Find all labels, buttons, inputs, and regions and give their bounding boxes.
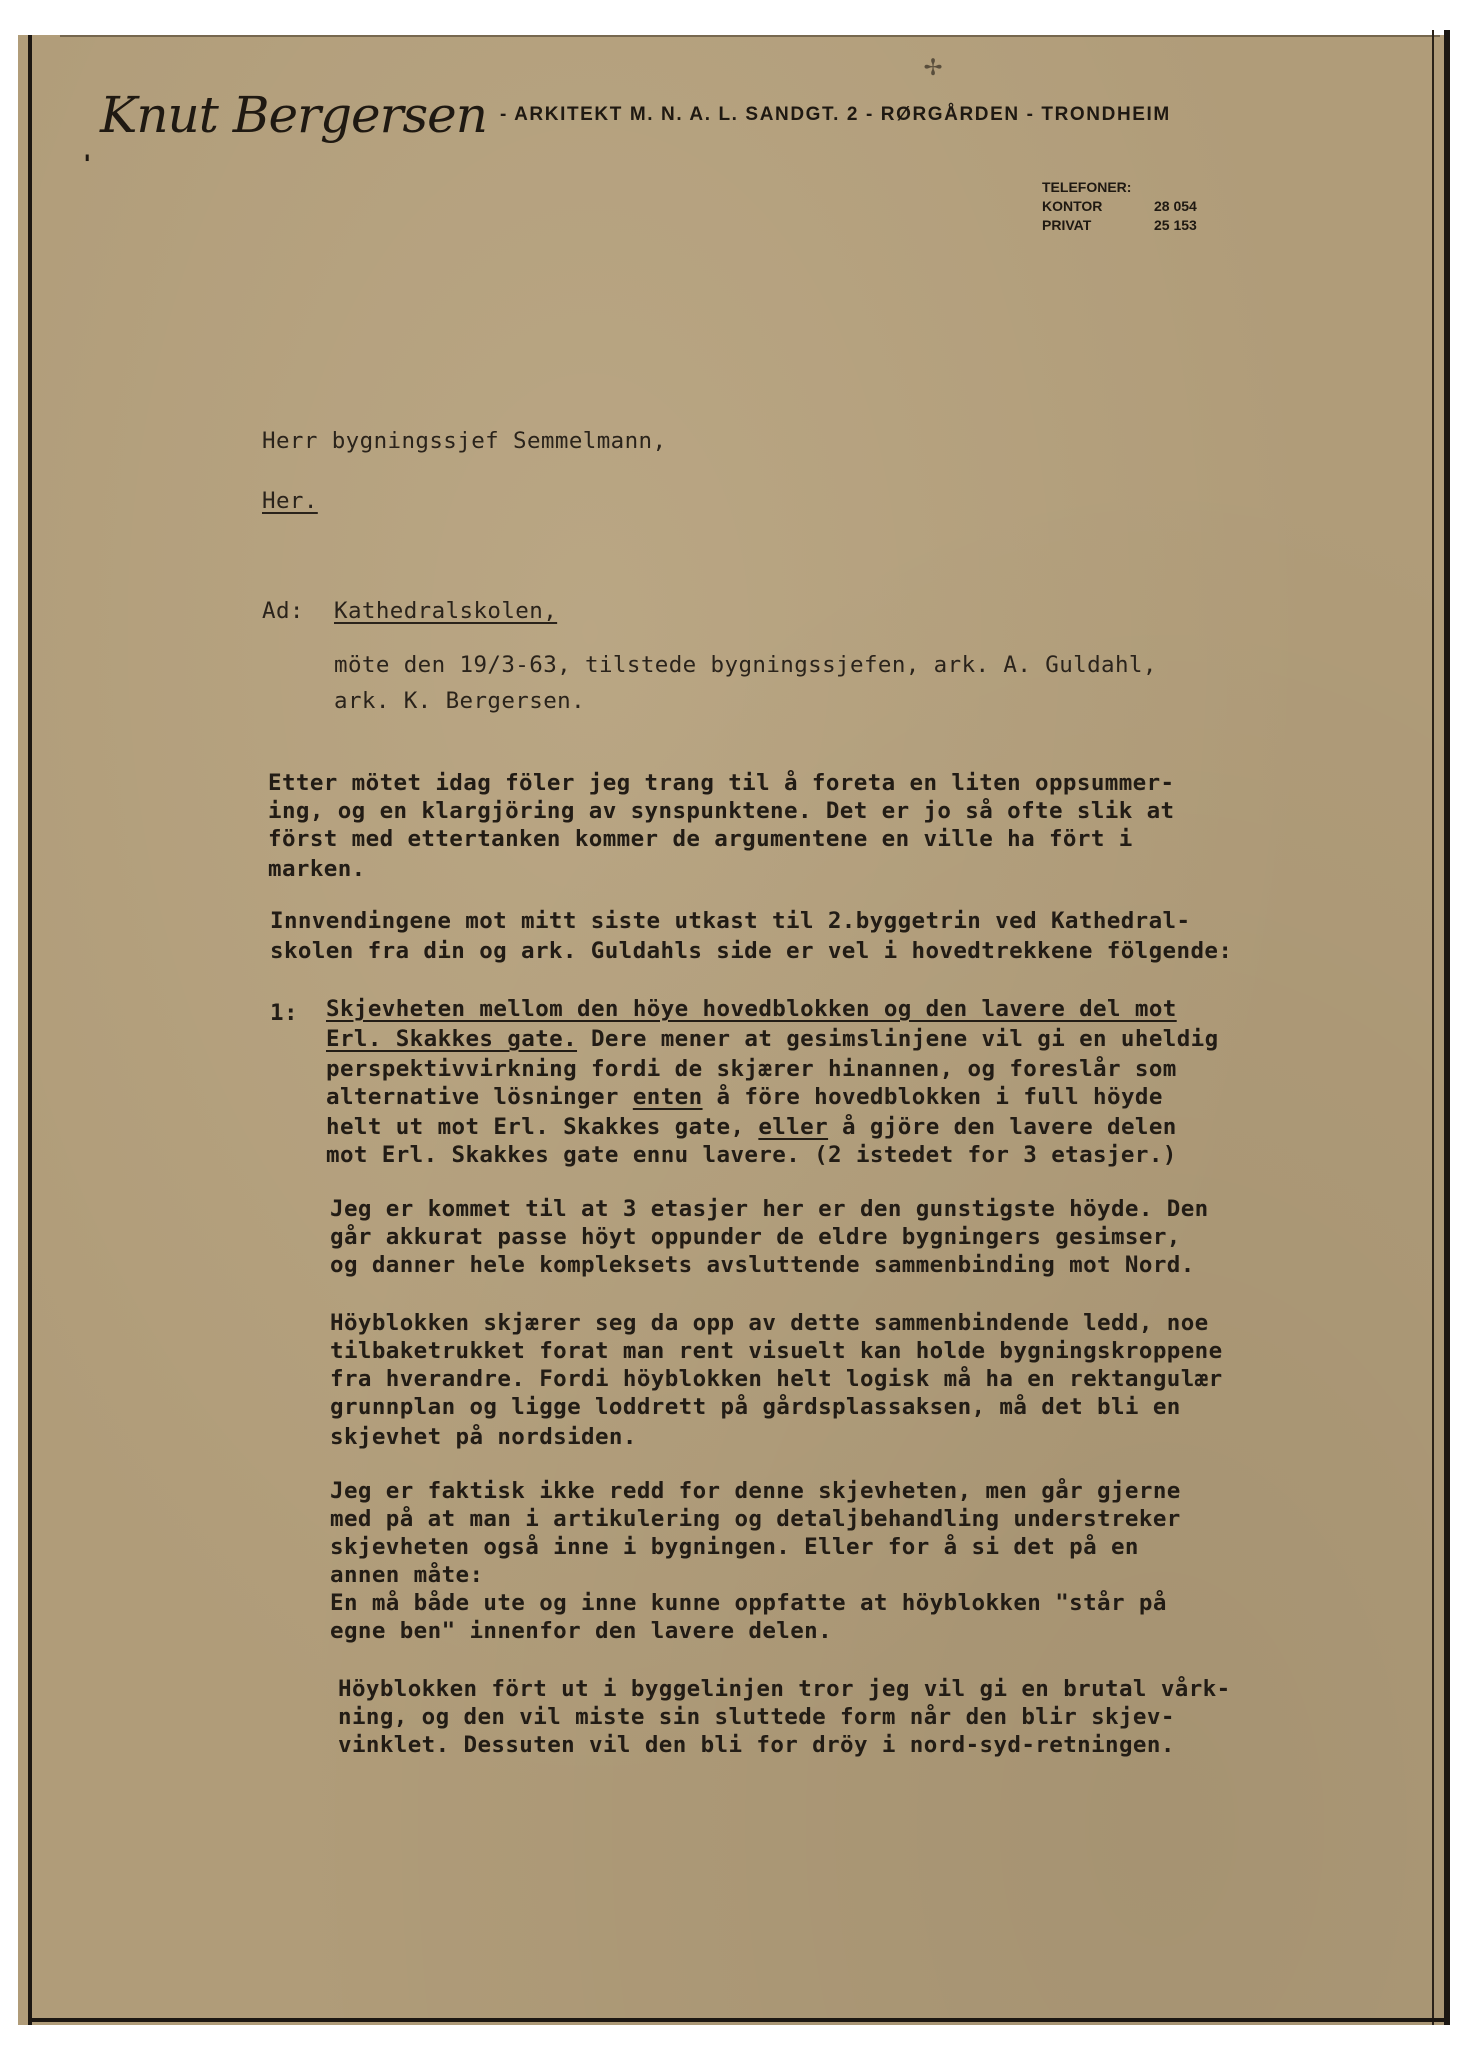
body-line: skjevheten også inne i bygningen. Eller for å si det på en [330,1534,1139,1560]
telephone-block [1042,178,1197,235]
item-line: mot Erl. Skakkes gate ennu lavere. (2 istedet for 3 etasjer.) [326,1142,1177,1168]
item-line [326,1026,1219,1052]
emphasis-enten: enten [632,1084,703,1110]
body-line: egne ben" innenfor den lavere delen. [330,1618,833,1644]
body-line: Jeg er faktisk ikke redd for denne skjevheten, men går gjerne [330,1478,1181,1504]
body-line: Innvendingene mot mitt siste utkast til 2.byggetrin ved Kathedral- [270,908,1191,934]
office-number: 28 054 [1154,198,1197,214]
subject-detail-line: möte den 19/3-63, tilstede bygningssjefen, ark. A. Guldahl, [334,652,1157,678]
body-line: skolen fra din og ark. Guldahls side er vel i hovedtrekkene fölgende: [270,938,1233,964]
item-line [326,1084,1163,1110]
page-edge-right-inner [1432,30,1434,2025]
office-phone-row [1042,197,1197,216]
subject-detail-line: ark. K. Bergersen. [334,688,586,714]
body-line: ing, og en klargjöring av synspunktene. Det er jo så ofte slik at [268,798,1175,824]
telephones-label: TELEFONER: [1042,179,1132,195]
recipient-line: Herr bygningssjef Semmelmann, [262,428,667,454]
body-line: Jeg er kommet til at 3 etasjer her er den gunstigste höyde. Den [330,1196,1209,1222]
margin-mark: ' [80,150,95,178]
body-line: grunnplan og ligge loddrett på gårdsplassaksen, må det bli en [330,1394,1181,1420]
body-line: Höyblokken fört ut i byggelinjen tror jeg vil gi en brutal vårk- [338,1676,1231,1702]
item-number: 1: [270,1000,298,1026]
item-line-text: å före hovedblokken i full höyde [702,1084,1163,1110]
office-label: KONTOR [1042,198,1103,214]
letterhead-signature: Knut Bergersen [100,86,487,144]
body-line: med på at man i artikulering og detaljbehandling understreker [330,1506,1181,1532]
body-line: En må både ute og inne kunne oppfatte at höyblokken "står på [330,1590,1167,1616]
body-line: ning, og den vil miste sin sluttede form når den blir skjev- [338,1704,1175,1730]
recipient-location: Her. [262,488,318,514]
page-edge-left [28,35,32,2025]
private-number: 25 153 [1154,217,1197,233]
item-line-text: helt ut mot Erl. Skakkes gate, [326,1114,759,1140]
page-edge-bottom [28,2018,1450,2022]
body-line: og danner hele kompleksets avsluttende sammenbinding mot Nord. [330,1252,1195,1278]
subject-label: Ad: [262,598,304,624]
ink-blot: ✢ [924,48,943,83]
body-line: vinklet. Dessuten vil den bli for dröy i nord-syd-retningen. [338,1732,1175,1758]
subject-title: Kathedralskolen, [334,598,558,624]
emphasis-eller: eller [758,1114,829,1140]
private-phone-row [1042,216,1197,235]
letterhead-address: - ARKITEKT M. N. A. L. SANDGT. 2 - RØRGÅRDEN - TRONDHEIM [500,104,1171,125]
body-line: fra hverandre. Fordi höyblokken helt logisk må ha en rektangulær [330,1366,1223,1392]
body-line: marken. [268,856,366,882]
body-line: går akkurat passe höyt oppunder de eldre bygningers gesimser, [330,1224,1181,1250]
item-line-text: å gjöre den lavere delen [828,1114,1177,1140]
item-line-text: Dere mener at gesimslinjene vil gi en uheldig [577,1026,1219,1052]
body-line: först med ettertanken kommer de argumentene en ville ha fört i [268,826,1133,852]
body-line: annen måte: [330,1562,484,1588]
body-line: tilbaketrukket forat man rent visuelt kan holde bygningskroppene [330,1338,1223,1364]
page-edge-top [60,35,1440,37]
item-line [326,1114,1177,1140]
item-line: perspektivvirkning fordi de skjærer hinannen, og foreslår som [326,1056,1177,1082]
body-line: skjevhet på nordsiden. [330,1424,637,1450]
body-line: Höyblokken skjærer seg da opp av dette sammenbindende ledd, noe [330,1310,1209,1336]
page-edge-right [1444,30,1450,2025]
item-heading-street: Erl. Skakkes gate. [326,1026,578,1052]
body-line: Etter mötet idag föler jeg trang til å foreta en liten oppsummer- [268,770,1175,796]
private-label: PRIVAT [1042,217,1092,233]
item-line-text: alternative lösninger [326,1084,633,1110]
item-heading: Skjevheten mellom den höye hovedblokken og den lavere del mot [326,996,1177,1022]
